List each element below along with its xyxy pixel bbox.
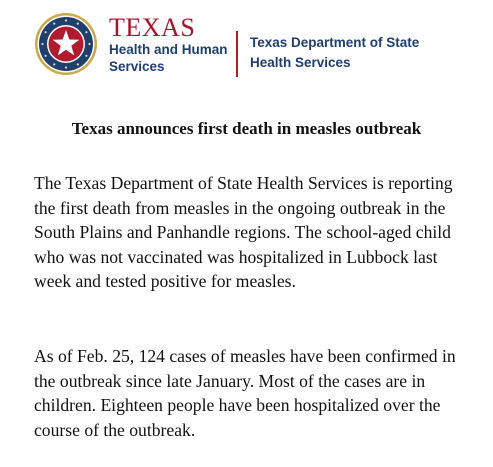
hhs-texas-wordmark: TEXAS: [109, 13, 196, 42]
article-paragraph-2: As of Feb. 25, 124 cases of measles have been confirmed in the outbreak since late January. Most of the cases are in children. Eighteen people have been hospitalized over the course of the outbreak.: [34, 346, 456, 440]
hhs-name-line-1: Health and Human: [109, 42, 228, 57]
dshs-name-line-2: Health Services: [250, 55, 351, 70]
dshs-logo-text: [250, 33, 419, 73]
hhs-name-line-2: Services: [109, 59, 165, 74]
page-header: [0, 0, 493, 90]
logo-divider: [236, 31, 238, 77]
hhs-logo-text: [109, 15, 228, 75]
article-headline: Texas announces first death in measles outbreak: [71, 119, 422, 138]
dshs-name-line-1: Texas Department of State: [250, 35, 420, 50]
article-paragraph-1: The Texas Department of State Health Services is reporting the first death from measles in the ongoing outbreak in the South Plains and Panhandle regions. The school-aged child who was not vaccinated was hospitalized in Lubbock last week and tested positive for measles.: [34, 173, 453, 291]
texas-star-seal-icon: [34, 12, 98, 76]
